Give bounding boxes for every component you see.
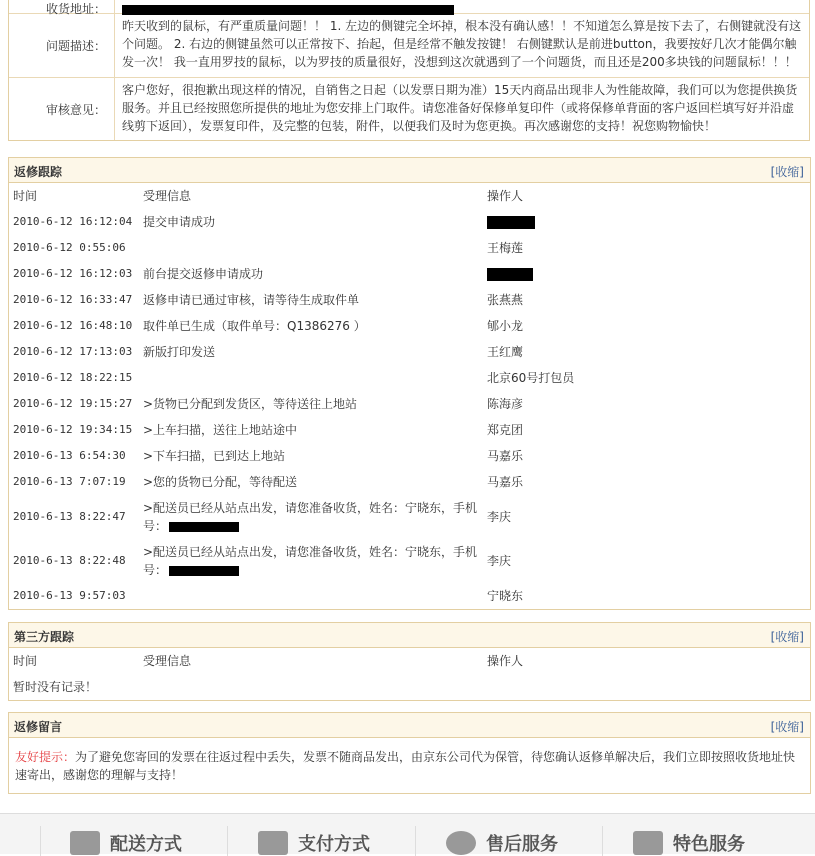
third-empty-row xyxy=(9,674,810,700)
row-info xyxy=(139,313,483,339)
row-info xyxy=(139,583,483,609)
hint-text: 为了避免您寄回的发票在往返过程中丢失，发票不随商品发出，由京东公司代为保管，待您确认返修单解决后，我们立即按照收货地址快速寄出，感谢您的理解与支持！ xyxy=(15,750,796,782)
repair-message-panel xyxy=(8,712,811,794)
service-agent-icon xyxy=(446,831,476,855)
footer-item-special[interactable] xyxy=(633,830,745,856)
row-info-text: 取件单已生成（取件单号：Q1386276 ） xyxy=(143,319,366,333)
row-time: 2010-6-13 6:54:30 xyxy=(13,449,126,462)
redacted-phone xyxy=(169,522,239,532)
row-info-text: 新版打印发送 xyxy=(143,345,216,359)
row-info xyxy=(139,417,483,443)
repair-info-table xyxy=(8,0,810,141)
third-table-header xyxy=(9,648,810,674)
table-row xyxy=(9,443,810,469)
repair-tracking-title: 返修跟踪 xyxy=(14,165,63,179)
footer-item-label: 特色服务 xyxy=(673,834,745,855)
footer-item-delivery[interactable] xyxy=(70,830,182,856)
repair-message-header xyxy=(9,713,810,738)
row-info-text: 提交申请成功 xyxy=(143,215,216,229)
row-time: 2010-6-12 18:22:15 xyxy=(13,371,133,384)
row-operator: 宁晓东 xyxy=(487,589,524,603)
row-time: 2010-6-12 19:34:15 xyxy=(13,423,133,436)
footer-item-payment[interactable] xyxy=(258,830,370,856)
table-row xyxy=(9,313,810,339)
footer-item-aftersale[interactable] xyxy=(446,830,558,856)
row-operator xyxy=(483,261,810,287)
repair-table-header xyxy=(9,183,810,209)
problem-row xyxy=(9,13,809,77)
table-row xyxy=(9,391,810,417)
row-info-text: >配送员已经从站点出发，请您准备收货，姓名：宁晓东，手机号： xyxy=(143,545,478,577)
row-time: 2010-6-13 8:22:47 xyxy=(13,510,126,523)
delivery-icon xyxy=(70,831,100,855)
row-info xyxy=(139,443,483,469)
row-info-text: 返修申请已通过审核，请等待生成取件单 xyxy=(143,293,360,307)
third-party-header xyxy=(9,623,810,648)
row-time: 2010-6-12 19:15:27 xyxy=(13,397,133,410)
table-row xyxy=(9,235,810,261)
row-time: 2010-6-12 17:13:03 xyxy=(13,345,133,358)
row-time: 2010-6-12 16:48:10 xyxy=(13,319,133,332)
row-info xyxy=(139,339,483,365)
row-info xyxy=(139,495,483,539)
row-operator xyxy=(483,209,810,235)
col-operator: 操作人 xyxy=(487,654,524,668)
row-time: 2010-6-13 9:57:03 xyxy=(13,589,126,602)
row-operator: 张燕燕 xyxy=(487,293,524,307)
table-row xyxy=(9,287,810,313)
redacted-operator xyxy=(487,216,535,229)
third-party-panel xyxy=(8,622,811,701)
address-value xyxy=(115,0,809,13)
address-label: 收货地址： xyxy=(9,0,115,13)
review-text: 客户您好，很抱歉出现这样的情况，自销售之日起（以发票日期为准）15天内商品出现非人为性能故障，我们可以为您提供换货服务。并且已经按照您所提供的地址为您安排上门取件。请您准备好保修单复印件（或将保修单背面的客户返回栏填写好并沿虚线剪下返回），发票复印件，及完整的包装，附件，以便我们及时为您更换。再次感谢您的支持！祝您购物愉快！ xyxy=(122,83,798,133)
table-row xyxy=(9,209,810,235)
col-time: 时间 xyxy=(13,654,38,668)
third-party-title: 第三方跟踪 xyxy=(14,630,75,644)
message-collapse-link[interactable]: [收缩] xyxy=(770,720,804,734)
third-party-table xyxy=(9,648,810,700)
col-info: 受理信息 xyxy=(143,189,192,203)
row-operator: 李庆 xyxy=(487,510,512,524)
row-info xyxy=(139,261,483,287)
row-operator: 北京60号打包员 xyxy=(487,371,575,385)
footer-separator xyxy=(40,826,41,856)
review-row xyxy=(9,77,809,140)
col-operator: 操作人 xyxy=(487,189,524,203)
row-info xyxy=(139,391,483,417)
third-empty-text: 暂时没有记录！ xyxy=(13,680,98,694)
footer-service-bar xyxy=(0,813,815,854)
col-time: 时间 xyxy=(13,189,38,203)
row-operator: 陈海彦 xyxy=(487,397,524,411)
row-info-text: >货物已分配到发货区，等待送往上地站 xyxy=(143,397,358,411)
footer-separator xyxy=(602,826,603,856)
table-row xyxy=(9,339,810,365)
table-row xyxy=(9,365,810,391)
row-operator: 郇小龙 xyxy=(487,319,524,333)
footer-separator xyxy=(227,826,228,856)
row-info xyxy=(139,365,483,391)
repair-message-title: 返修留言 xyxy=(14,720,63,734)
row-operator: 郑克团 xyxy=(487,423,524,437)
row-info-text: >您的货物已分配，等待配送 xyxy=(143,475,298,489)
row-time: 2010-6-13 8:22:48 xyxy=(13,554,126,567)
footer-item-label: 售后服务 xyxy=(486,834,558,855)
footer-item-label: 支付方式 xyxy=(298,834,370,855)
table-row xyxy=(9,583,810,609)
problem-label: 问题描述： xyxy=(9,14,115,77)
row-time: 2010-6-13 7:07:19 xyxy=(13,475,126,488)
row-time: 2010-6-12 16:12:04 xyxy=(13,215,133,228)
row-time: 2010-6-12 16:12:03 xyxy=(13,267,133,280)
row-time: 2010-6-12 0:55:06 xyxy=(13,241,126,254)
footer-separator xyxy=(415,826,416,856)
table-row xyxy=(9,417,810,443)
hint-label: 友好提示： xyxy=(15,750,76,764)
footer-item-label: 配送方式 xyxy=(110,834,182,855)
row-operator: 王梅莲 xyxy=(487,241,524,255)
row-info xyxy=(139,287,483,313)
address-row xyxy=(9,0,809,16)
col-info: 受理信息 xyxy=(143,654,192,668)
repair-tracking-table xyxy=(9,183,810,609)
problem-text: 昨天收到的鼠标，有严重质量问题！！ 1. 左边的侧键完全坏掉，根本没有确认感！！不知道怎么算是按下去了，右侧键就没有这个问题。 2. 右边的侧键虽然可以正常按下、抬起，但是经常不触发按键！ 右侧键默认是前进button，我要按好几次才能偶尔触发一次！ 我一直用罗技的鼠标，以为罗技的质量很好，没想到这次就遇到了一个问题货，而且还是200多块钱的问题鼠标！！！ xyxy=(122,19,802,69)
row-info-text: 前台提交返修申请成功 xyxy=(143,267,264,281)
row-info-text: >下车扫描，已到达上地站 xyxy=(143,449,286,463)
row-info xyxy=(139,539,483,583)
row-operator: 马嘉乐 xyxy=(487,449,524,463)
star-icon xyxy=(633,831,663,855)
table-row xyxy=(9,495,810,539)
row-info-text: >配送员已经从站点出发，请您准备收货，姓名：宁晓东，手机号： xyxy=(143,501,478,533)
row-info xyxy=(139,469,483,495)
row-info xyxy=(139,209,483,235)
row-info-text: >上车扫描，送往上地站途中 xyxy=(143,423,298,437)
repair-tracking-panel xyxy=(8,157,811,610)
row-time: 2010-6-12 16:33:47 xyxy=(13,293,133,306)
repair-tracking-header xyxy=(9,158,810,183)
table-row xyxy=(9,469,810,495)
table-row xyxy=(9,261,810,287)
yen-icon xyxy=(258,831,288,855)
friendly-hint xyxy=(9,738,810,794)
repair-collapse-link[interactable]: [收缩] xyxy=(770,165,804,179)
redacted-phone xyxy=(169,566,239,576)
review-label: 审核意见： xyxy=(9,78,115,140)
row-info xyxy=(139,235,483,261)
table-row xyxy=(9,539,810,583)
row-operator: 王红鹰 xyxy=(487,345,524,359)
row-operator: 马嘉乐 xyxy=(487,475,524,489)
redacted-operator xyxy=(487,268,533,281)
row-operator: 李庆 xyxy=(487,554,512,568)
third-party-collapse-link[interactable]: [收缩] xyxy=(770,630,804,644)
